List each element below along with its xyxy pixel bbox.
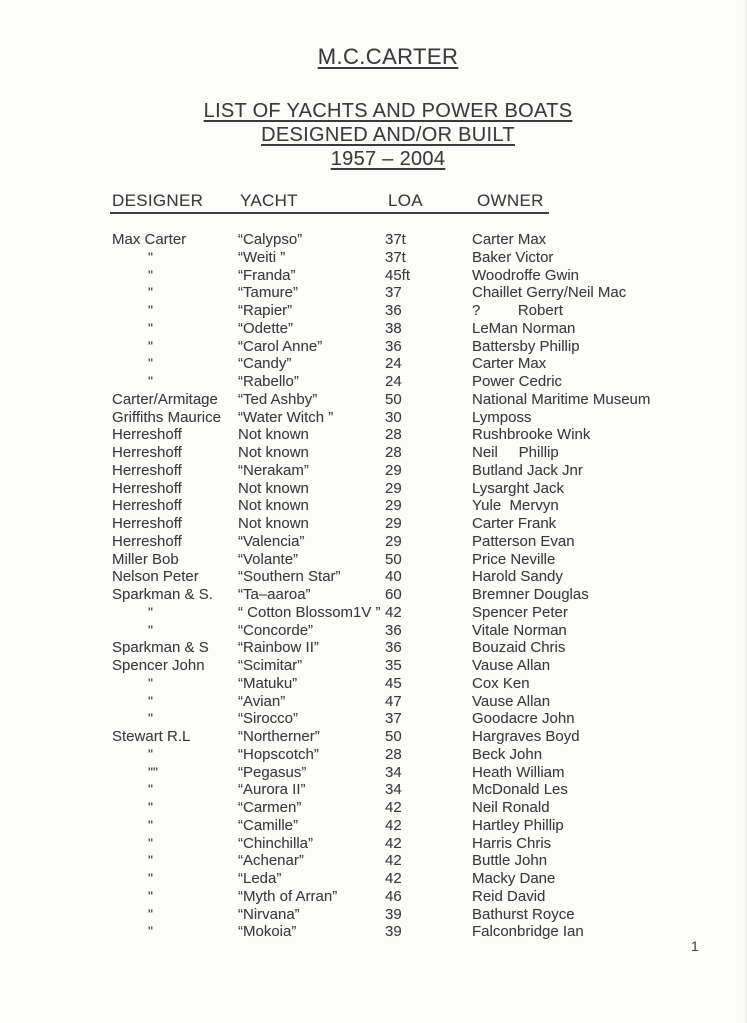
yacht-cell: “Aurora II” xyxy=(238,781,306,799)
owner-cell: Hartley Phillip xyxy=(472,816,564,834)
loa-cell: 50 xyxy=(385,390,402,408)
designer-cell: Herreshoff xyxy=(112,444,182,461)
yacht-cell: “Ted Ashby” xyxy=(238,390,318,408)
yacht-cell: “Weiti ” xyxy=(238,248,286,266)
loa-cell: 40 xyxy=(385,568,402,586)
loa-cell: 42 xyxy=(385,816,402,834)
designer-cell: " xyxy=(148,692,153,709)
yacht-cell: “Hopscotch” xyxy=(238,745,319,763)
owner-cell: Harris Chris xyxy=(472,834,552,852)
loa-cell: 29 xyxy=(385,497,402,515)
owner-cell: Goodacre John xyxy=(472,710,575,728)
owner-cell: Power Cedric xyxy=(472,373,563,390)
table-row xyxy=(110,852,720,870)
owner-cell: Yule Mervyn xyxy=(472,497,559,515)
loa-cell: 42 xyxy=(385,870,402,887)
column-header-designer: DESIGNER xyxy=(112,191,204,210)
loa-cell: 37t xyxy=(385,231,406,248)
column-header-loa: LOA xyxy=(388,191,423,210)
designer-cell: " xyxy=(148,745,153,762)
owner-cell: Bouzaid Chris xyxy=(472,639,566,657)
designer-cell: Nelson Peter xyxy=(112,568,199,586)
table-row xyxy=(110,586,720,604)
yacht-cell: “Avian” xyxy=(238,692,286,710)
designer-cell: Carter/Armitage xyxy=(112,390,218,408)
loa-cell: 29 xyxy=(385,515,402,532)
table-row xyxy=(110,302,720,320)
loa-cell: 46 xyxy=(385,887,402,905)
designer-cell: Herreshoff xyxy=(112,461,182,479)
designer-cell: " xyxy=(148,248,153,265)
yacht-cell: “Myth of Arran” xyxy=(238,887,338,905)
yacht-cell: “Chinchilla” xyxy=(238,834,314,852)
table-row xyxy=(110,391,720,409)
yacht-cell: Not known xyxy=(238,497,309,515)
yacht-cell: “Calypso” xyxy=(238,231,303,248)
designer-cell: " xyxy=(148,355,153,372)
table-row xyxy=(110,355,720,373)
designer-cell: " xyxy=(148,373,153,389)
loa-cell: 34 xyxy=(385,781,402,799)
loa-cell: 29 xyxy=(385,461,402,479)
yacht-cell: Not known xyxy=(238,515,309,532)
designer-cell: Sparkman & S. xyxy=(112,586,213,603)
table-row xyxy=(110,710,720,728)
owner-cell: Price Neville xyxy=(472,550,556,568)
loa-cell: 36 xyxy=(385,302,402,319)
loa-cell: 42 xyxy=(385,852,402,870)
owner-cell: Macky Dane xyxy=(472,870,556,887)
table-row xyxy=(110,267,720,285)
designer-cell: " xyxy=(148,302,153,318)
table-row xyxy=(110,444,720,462)
owner-cell: Vause Allan xyxy=(472,692,551,710)
yacht-cell: “Pegasus” xyxy=(238,763,307,781)
table-row xyxy=(110,622,720,640)
loa-cell: 28 xyxy=(385,426,402,444)
yacht-cell: “Rainbow II” xyxy=(238,639,319,657)
designer-cell: "" xyxy=(148,763,158,780)
designer-cell: Spencer John xyxy=(112,657,205,674)
owner-cell: National Maritime Museum xyxy=(472,390,651,408)
designer-cell: Stewart R.L xyxy=(112,728,191,745)
loa-cell: 35 xyxy=(385,657,402,674)
table-row xyxy=(110,373,720,391)
column-header-owner: OWNER xyxy=(477,191,544,210)
owner-cell: Butland Jack Jnr xyxy=(472,461,583,479)
document-subtitle-line2: DESIGNED AND/OR BUILT xyxy=(261,124,515,146)
designer-cell: " xyxy=(148,319,153,336)
yacht-cell: “Candy” xyxy=(238,355,292,373)
owner-cell: Vitale Norman xyxy=(472,621,567,639)
designer-cell: Griffiths Maurice xyxy=(112,408,221,426)
table-row xyxy=(110,551,720,569)
yacht-cell: “ Cotton Blossom1V ” xyxy=(238,603,381,621)
loa-cell: 29 xyxy=(385,479,402,497)
table-row xyxy=(110,675,720,693)
yacht-table xyxy=(110,231,720,941)
owner-cell: Chaillet Gerry/Neil Mac xyxy=(472,284,627,302)
owner-cell: Woodroffe Gwin xyxy=(472,266,579,284)
loa-cell: 36 xyxy=(385,639,402,657)
owner-cell: Heath William xyxy=(472,763,565,781)
loa-cell: 30 xyxy=(385,408,402,426)
table-row xyxy=(110,320,720,338)
yacht-cell: “Rapier” xyxy=(238,302,293,319)
yacht-cell: “Odette” xyxy=(238,319,294,337)
owner-cell: Baker Victor xyxy=(472,248,554,266)
yacht-cell: “Water Witch ” xyxy=(238,408,334,426)
table-row xyxy=(110,799,720,817)
table-row xyxy=(110,693,720,711)
designer-cell: Miller Bob xyxy=(112,550,179,568)
owner-cell: Spencer Peter xyxy=(472,603,568,621)
owner-cell: Battersby Phillip xyxy=(472,337,580,355)
table-row xyxy=(110,462,720,480)
designer-cell: Herreshoff xyxy=(112,479,182,497)
owner-cell: ? Robert xyxy=(472,302,563,319)
yacht-cell: “Matuku” xyxy=(238,674,298,692)
table-row xyxy=(110,533,720,551)
document-title: M.C.CARTER xyxy=(317,44,459,69)
designer-cell: Herreshoff xyxy=(112,426,182,444)
table-row xyxy=(110,604,720,622)
designer-cell: " xyxy=(148,870,153,886)
designer-cell: " xyxy=(148,674,153,691)
owner-cell: Reid David xyxy=(472,887,546,905)
loa-cell: 38 xyxy=(385,319,402,337)
owner-cell: Neil Phillip xyxy=(472,444,559,461)
loa-cell: 42 xyxy=(385,834,402,852)
yacht-cell: “Nerakam” xyxy=(238,461,309,479)
table-row xyxy=(110,568,720,586)
designer-cell: Max Carter xyxy=(112,231,187,248)
owner-cell: LeMan Norman xyxy=(472,319,576,337)
table-row xyxy=(110,870,720,888)
owner-cell: Lysarght Jack xyxy=(472,479,564,497)
loa-cell: 42 xyxy=(385,799,402,816)
designer-cell: Sparkman & S xyxy=(112,639,209,657)
loa-cell: 45ft xyxy=(385,266,411,284)
table-row xyxy=(110,249,720,267)
loa-cell: 28 xyxy=(385,745,402,763)
loa-cell: 37 xyxy=(385,710,402,728)
designer-cell: " xyxy=(148,799,153,815)
designer-cell: Herreshoff xyxy=(112,532,182,550)
owner-cell: Carter Frank xyxy=(472,515,557,532)
table-row xyxy=(110,657,720,675)
document-subtitle-line1: LIST OF YACHTS AND POWER BOATS xyxy=(203,100,573,122)
yacht-cell: “Southern Star” xyxy=(238,568,341,586)
yacht-cell: “Carmen” xyxy=(238,799,302,816)
table-row xyxy=(110,817,720,835)
designer-cell: " xyxy=(148,923,153,940)
yacht-cell: “Camille” xyxy=(238,816,298,834)
loa-cell: 34 xyxy=(385,763,402,781)
loa-cell: 39 xyxy=(385,923,402,941)
table-row xyxy=(110,888,720,906)
loa-cell: 50 xyxy=(385,550,402,568)
designer-cell: Herreshoff xyxy=(112,515,182,532)
table-row xyxy=(110,426,720,444)
page-number: 1 xyxy=(691,938,699,954)
designer-cell: " xyxy=(148,337,153,354)
yacht-cell: “Rabello” xyxy=(238,373,299,390)
loa-cell: 36 xyxy=(385,337,402,355)
table-row xyxy=(110,906,720,924)
table-row xyxy=(110,639,720,657)
document-date-range: 1957 – 2004 xyxy=(330,148,446,170)
owner-cell: Harold Sandy xyxy=(472,568,563,586)
yacht-cell: “Mokoia” xyxy=(238,923,297,941)
yacht-cell: “Ta–aaroa” xyxy=(238,586,311,603)
yacht-cell: “Northerner” xyxy=(238,728,320,745)
yacht-cell: “Achenar” xyxy=(238,852,304,870)
owner-cell: Vause Allan xyxy=(472,657,551,674)
loa-cell: 39 xyxy=(385,905,402,923)
table-row xyxy=(110,923,720,941)
owner-cell: Hargraves Boyd xyxy=(472,728,580,745)
owner-cell: Carter Max xyxy=(472,231,547,248)
table-row xyxy=(110,409,720,427)
table-row xyxy=(110,835,720,853)
yacht-cell: “Volante” xyxy=(238,550,299,568)
table-row xyxy=(110,231,720,249)
designer-cell: " xyxy=(148,284,153,301)
loa-cell: 28 xyxy=(385,444,402,461)
loa-cell: 45 xyxy=(385,674,402,692)
owner-cell: Bremner Douglas xyxy=(472,586,589,603)
owner-cell: McDonald Les xyxy=(472,781,568,799)
loa-cell: 36 xyxy=(385,621,402,639)
yacht-cell: “Leda” xyxy=(238,870,282,887)
owner-cell: Neil Ronald xyxy=(472,799,550,816)
yacht-cell: Not known xyxy=(238,426,309,444)
yacht-cell: “Franda” xyxy=(238,266,296,284)
table-row xyxy=(110,781,720,799)
yacht-cell: “Concorde” xyxy=(238,621,314,639)
designer-cell: " xyxy=(148,887,153,904)
designer-cell: " xyxy=(148,852,153,869)
column-header-yacht: YACHT xyxy=(240,191,298,210)
yacht-cell: Not known xyxy=(238,444,309,461)
owner-cell: Falconbridge Ian xyxy=(472,923,584,941)
yacht-cell: “Nirvana” xyxy=(238,905,300,923)
table-row xyxy=(110,338,720,356)
yacht-cell: “Sirocco” xyxy=(238,710,299,728)
table-row xyxy=(110,284,720,302)
table-row xyxy=(110,728,720,746)
owner-cell: Carter Max xyxy=(472,355,547,373)
loa-cell: 60 xyxy=(385,586,402,603)
table-row xyxy=(110,515,720,533)
designer-cell: " xyxy=(148,816,153,833)
designer-cell: " xyxy=(148,603,153,620)
owner-cell: Patterson Evan xyxy=(472,532,575,550)
table-row xyxy=(110,480,720,498)
designer-cell: Herreshoff xyxy=(112,497,182,515)
loa-cell: 42 xyxy=(385,603,402,621)
designer-cell: " xyxy=(148,266,153,283)
table-header-row xyxy=(110,191,549,214)
yacht-cell: “Valencia” xyxy=(238,532,305,550)
designer-cell: " xyxy=(148,905,153,922)
loa-cell: 50 xyxy=(385,728,402,745)
yacht-cell: “Tamure” xyxy=(238,284,299,302)
yacht-cell: “Carol Anne” xyxy=(238,337,323,355)
yacht-cell: “Scimitar” xyxy=(238,657,303,674)
loa-cell: 37 xyxy=(385,284,402,302)
owner-cell: Cox Ken xyxy=(472,674,530,692)
designer-cell: " xyxy=(148,781,153,798)
loa-cell: 24 xyxy=(385,373,402,390)
owner-cell: Bathurst Royce xyxy=(472,905,575,923)
owner-cell: Rushbrooke Wink xyxy=(472,426,591,444)
designer-cell: " xyxy=(148,621,153,638)
owner-cell: Beck John xyxy=(472,745,543,763)
table-row xyxy=(110,764,720,782)
designer-cell: " xyxy=(148,710,153,727)
loa-cell: 47 xyxy=(385,692,402,710)
loa-cell: 24 xyxy=(385,355,402,373)
loa-cell: 37t xyxy=(385,248,406,266)
designer-cell: " xyxy=(148,834,153,851)
table-row xyxy=(110,746,720,764)
yacht-cell: Not known xyxy=(238,479,309,497)
owner-cell: Lymposs xyxy=(472,408,532,426)
table-row xyxy=(110,497,720,515)
loa-cell: 29 xyxy=(385,532,402,550)
owner-cell: Buttle John xyxy=(472,852,548,870)
